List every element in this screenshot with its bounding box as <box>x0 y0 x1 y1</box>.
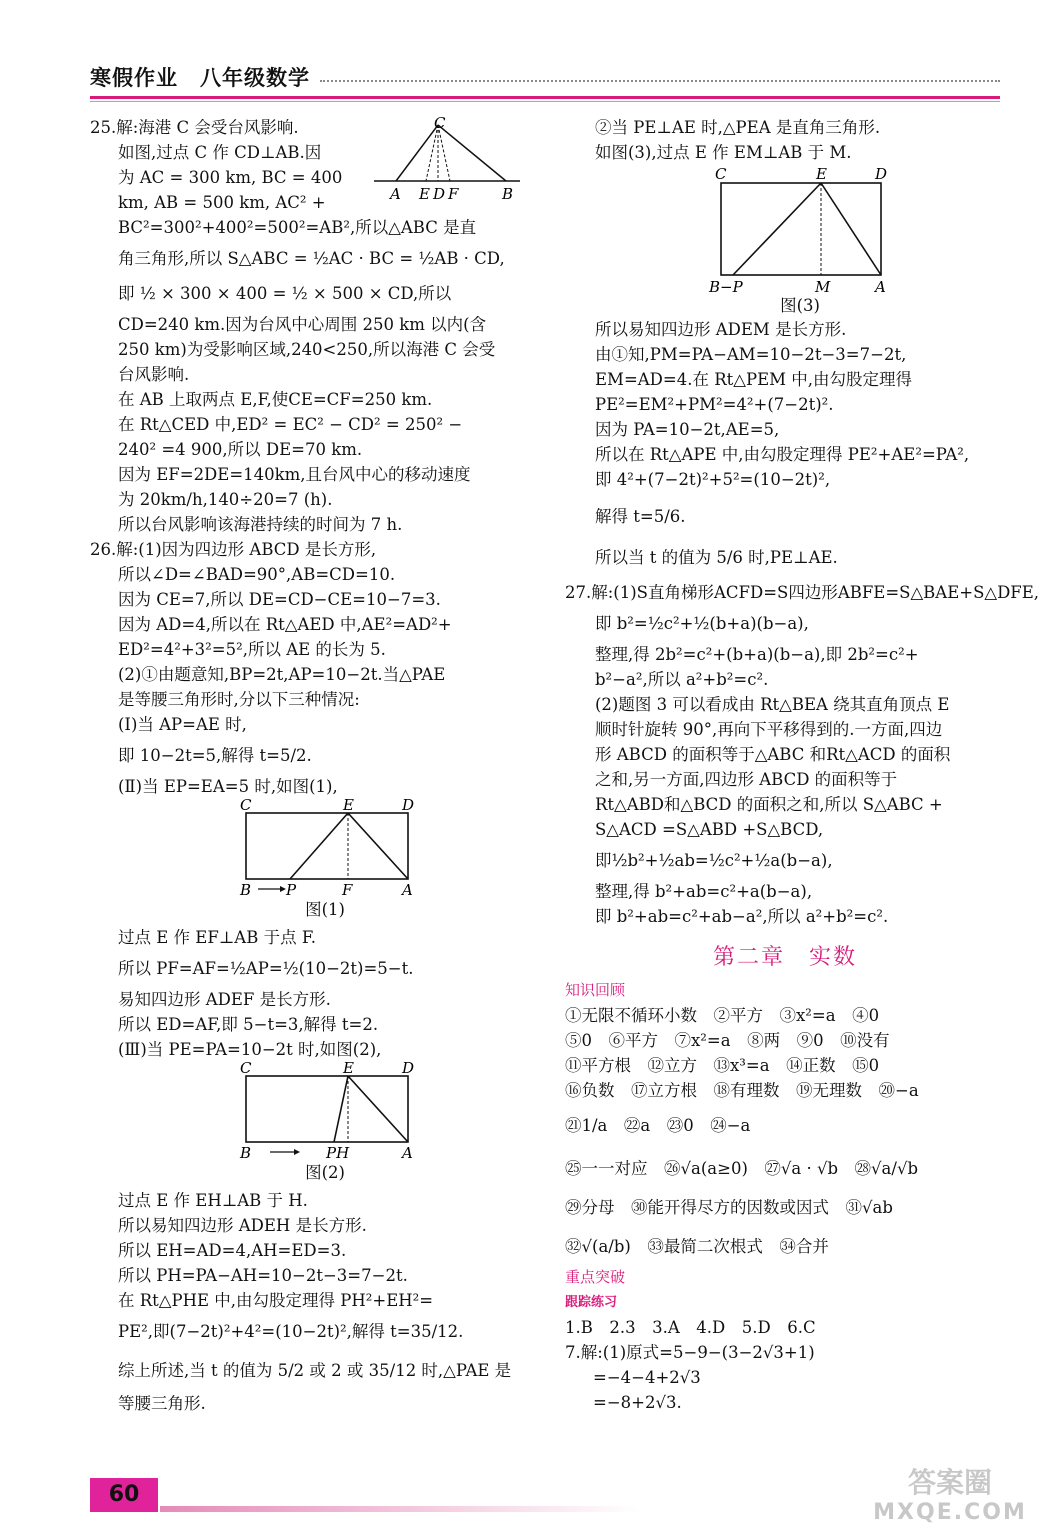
text-line: 因为 EF=2DE=140km,且台风中心的移动速度 <box>118 465 471 484</box>
text-line: 台风影响. <box>118 365 190 384</box>
text-line: 因为 AD=4,所以在 Rt△AED 中,AE²=AD²+ <box>118 615 452 634</box>
answer-line: 7.解:(1)原式=5−9−(3−2√3+1) <box>565 1343 815 1362</box>
watermark-line2: MXQE.COM <box>873 1500 1027 1525</box>
text-line: 即 4²+(7−2t)²+5²=(10−2t)², <box>595 470 831 489</box>
label-D: D <box>402 1062 415 1077</box>
text-line: ED²=4²+3²=5²,所以 AE 的长为 5. <box>118 640 386 659</box>
text-line: 即 10−2t=5,解得 t=5/2. <box>118 746 312 765</box>
label-E: E <box>343 1062 354 1077</box>
text-line: 如图(3),过点 E 作 EM⊥AB 于 M. <box>595 143 852 162</box>
right-column <box>565 115 1040 1415</box>
list-item: ㉑1/a ㉒a ㉓0 ㉔−a <box>565 1116 751 1135</box>
figure-caption: 图(1) <box>305 900 345 919</box>
text-line: 综上所述,当 t 的值为 5/2 或 2 或 35/12 时,△PAE 是 <box>118 1361 512 1380</box>
section-heading-review: 知识回顾 <box>565 981 626 999</box>
label-D: D <box>875 165 888 183</box>
label-B: B <box>240 881 252 899</box>
text-line: 所以 PH=PA−AH=10−2t−3=7−2t. <box>118 1266 408 1285</box>
text-line: 角三角形,所以 S△ABC = ½AC · BC = ½AB · CD, <box>118 249 505 268</box>
label-C: C <box>240 1062 252 1077</box>
text-line: 所以 PF=AF=½AP=½(10−2t)=5−t. <box>118 959 414 978</box>
text-line: 所以在 Rt△APE 中,由勾股定理得 PE²+AE²=PA², <box>595 445 970 464</box>
figure-25 <box>372 115 532 201</box>
list-item: ⑪平方根 ⑫立方 ⑬x³=a ⑭正数 ⑮0 <box>565 1056 880 1075</box>
text-line: 即 b²+ab=c²+ab−a²,所以 a²+b²=c². <box>595 907 889 926</box>
watermark-logo <box>870 1468 1030 1528</box>
figure-2 <box>90 1062 540 1182</box>
list-item: ㉜√(a/b) ㉝最简二次根式 ㉞合并 <box>565 1237 829 1256</box>
text-line: 顺时针旋转 90°,再向下平移得到的.一方面,四边 <box>595 720 943 739</box>
text-line: (2)①由题意知,BP=2t,AP=10−2t.当△PAE <box>118 665 446 684</box>
header-rule <box>90 96 1000 99</box>
page-header <box>90 62 1000 102</box>
text-line: 所以易知四边形 ADEH 是长方形. <box>118 1216 367 1235</box>
text-line: 形 ABCD 的面积等于△ABC 和Rt△ACD 的面积 <box>595 745 951 764</box>
header-dotted-rule <box>320 80 1000 82</box>
chapter-title: 第二章 实数 <box>712 945 857 970</box>
footer-bar <box>160 1506 640 1512</box>
text-line: 27.解:(1)S直角梯形ACFD=S四边形ABFE=S△BAE+S△DFE, <box>565 583 1040 602</box>
text-line: BC²=300²+400²=500²=AB²,所以△ABC 是直 <box>118 218 477 237</box>
label-B: B <box>502 185 514 201</box>
label-A: A <box>875 278 886 295</box>
text-line: b²−a²,所以 a²+b²=c². <box>595 670 769 689</box>
text-line: PE²=EM²+PM²=4²+(7−2t)². <box>595 395 834 414</box>
label-D: D <box>402 799 415 814</box>
list-item: ㉙分母 ㉚能开得尽方的因数或因式 ㉛√ab <box>565 1198 893 1217</box>
text-line: 即½b²+½ab=½c²+½a(b−a), <box>595 851 833 870</box>
review-list <box>565 1003 1005 1259</box>
text-line: 所以易知四边形 ADEM 是长方形. <box>595 320 847 339</box>
label-A: A <box>402 1144 413 1162</box>
answer-line: =−8+2√3. <box>593 1393 682 1412</box>
section-heading-key: 重点突破 <box>565 1268 626 1286</box>
text-line: (Ⅰ)当 AP=AE 时, <box>118 715 247 734</box>
text-line: 由①知,PM=PA−AM=10−2t−3=7−2t, <box>595 345 907 364</box>
list-item: ⑤0 ⑥平方 ⑦x²=a ⑧两 ⑨0 ⑩没有 <box>565 1031 890 1050</box>
text-line: ②当 PE⊥AE 时,△PEA 是直角三角形. <box>595 118 881 137</box>
text-line: 在 Rt△CED 中,ED² = EC² − CD² = 250² − <box>118 415 463 434</box>
text-line: Rt△ABD和△BCD 的面积之和,所以 S△ABC + <box>595 795 943 814</box>
text-line: 如图,过点 C 作 CD⊥AB.因 <box>118 143 322 162</box>
text-line: 为 20km/h,140÷20=7 (h). <box>118 490 333 509</box>
problem-25 <box>90 115 540 537</box>
text-line: PE²,即(7−2t)²+4²=(10−2t)²,解得 t=35/12. <box>118 1322 464 1341</box>
list-item: ㉕一一对应 ㉖√a(a≥0) ㉗√a · √b ㉘√a/√b <box>565 1159 919 1178</box>
label-E: E <box>419 185 430 201</box>
text-line: 之和,另一方面,四边形 ABCD 的面积等于 <box>595 770 898 789</box>
text-line: 在 Rt△PHE 中,由勾股定理得 PH²+EH²= <box>118 1291 434 1310</box>
text-line: 所以∠D=∠BAD=90°,AB=CD=10. <box>118 565 396 584</box>
text-line: 过点 E 作 EF⊥AB 于点 F. <box>118 928 316 947</box>
label-C: C <box>715 165 727 183</box>
label-E: E <box>343 799 354 814</box>
text-line: 是等腰三角形时,分以下三种情况: <box>118 690 360 709</box>
text-line: (Ⅲ)当 PE=PA=10−2t 时,如图(2), <box>118 1040 382 1059</box>
text-line: 所以台风影响该海港持续的时间为 7 h. <box>118 515 403 534</box>
text-line: 所以当 t 的值为 5/6 时,PE⊥AE. <box>595 548 838 567</box>
text-line: 过点 E 作 EH⊥AB 于 H. <box>118 1191 308 1210</box>
label-C: C <box>434 115 446 132</box>
label-E: E <box>816 165 827 183</box>
figure-caption: 图(2) <box>305 1163 345 1182</box>
label-C: C <box>240 799 252 814</box>
text-line: 26.解:(1)因为四边形 ABCD 是长方形, <box>90 540 377 559</box>
list-item: ①无限不循环小数 ②平方 ③x²=a ④0 <box>565 1006 880 1025</box>
text-line: 在 AB 上取两点 E,F,使CE=CF=250 km. <box>118 390 433 409</box>
text-line: (Ⅱ)当 EP=EA=5 时,如图(1), <box>118 777 338 796</box>
list-item: ⑯负数 ⑰立方根 ⑱有理数 ⑲无理数 ⑳−a <box>565 1081 919 1100</box>
label-B-P: B−P <box>709 278 743 295</box>
label-PH: PH <box>326 1144 350 1162</box>
answer-line: =−4−4+2√3 <box>593 1368 701 1387</box>
text-line: CD=240 km.因为台风中心周围 250 km 以内(含 <box>118 315 487 334</box>
text-line: 易知四边形 ADEF 是长方形. <box>118 990 331 1009</box>
figure-3 <box>565 165 1005 315</box>
text-line: 即 ½ × 300 × 400 = ½ × 500 × CD,所以 <box>118 284 452 303</box>
header-title: 寒假作业 八年级数学 <box>90 66 310 90</box>
problem-26 <box>90 537 540 1416</box>
problem-27 <box>565 580 1040 929</box>
text-line: EM=AD=4.在 Rt△PEM 中,由勾股定理得 <box>595 370 912 389</box>
text-line: 等腰三角形. <box>118 1394 206 1413</box>
label-D: D <box>433 185 446 201</box>
answer-line: 1.B 2.3 3.A 4.D 5.D 6.C <box>565 1318 816 1337</box>
text-line: 240² =4 900,所以 DE=70 km. <box>118 440 363 459</box>
text-line: 因为 PA=10−2t,AE=5, <box>595 420 780 439</box>
figure-1 <box>90 799 540 919</box>
text-line: 整理,得 b²+ab=c²+a(b−a), <box>595 882 813 901</box>
page-number: 60 <box>90 1478 158 1512</box>
label-P: P <box>286 881 297 899</box>
text-line: 即 b²=½c²+½(b+a)(b−a), <box>595 614 809 633</box>
answers <box>565 1315 1005 1415</box>
text-line: km, AB = 500 km, AC² + <box>118 193 326 212</box>
text-line: 25.解:海港 C 会受台风影响. <box>90 118 299 137</box>
text-line: (2)题图 3 可以看成由 Rt△BEA 绕其直角顶点 E <box>595 695 950 714</box>
text-line: 为 AC = 300 km, BC = 400 <box>118 168 343 187</box>
label-A: A <box>390 185 401 201</box>
text-line: 所以 EH=AD=4,AH=ED=3. <box>118 1241 347 1260</box>
subsection-heading-practice: 跟踪练习 <box>565 1295 618 1310</box>
label-F: F <box>342 881 353 899</box>
text-line: 解得 t=5/6. <box>595 507 686 526</box>
label-A: A <box>402 881 413 899</box>
label-M: M <box>815 278 831 295</box>
text-line: 所以 ED=AF,即 5−t=3,解得 t=2. <box>118 1015 379 1034</box>
text-line: 250 km)为受影响区域,240<250,所以海港 C 会受 <box>118 340 496 359</box>
text-line: S△ACD =S△ABD +S△BCD, <box>595 820 824 839</box>
figure-caption: 图(3) <box>780 296 820 315</box>
text-line: 整理,得 2b²=c²+(b+a)(b−a),即 2b²=c²+ <box>595 645 919 664</box>
label-F: F <box>448 185 459 201</box>
left-column <box>90 115 540 1416</box>
watermark-line1: 答案圈 <box>907 1466 992 1499</box>
label-B: B <box>240 1144 252 1162</box>
text-line: 因为 CE=7,所以 DE=CD−CE=10−7=3. <box>118 590 441 609</box>
header-rule-thin <box>90 101 1000 102</box>
